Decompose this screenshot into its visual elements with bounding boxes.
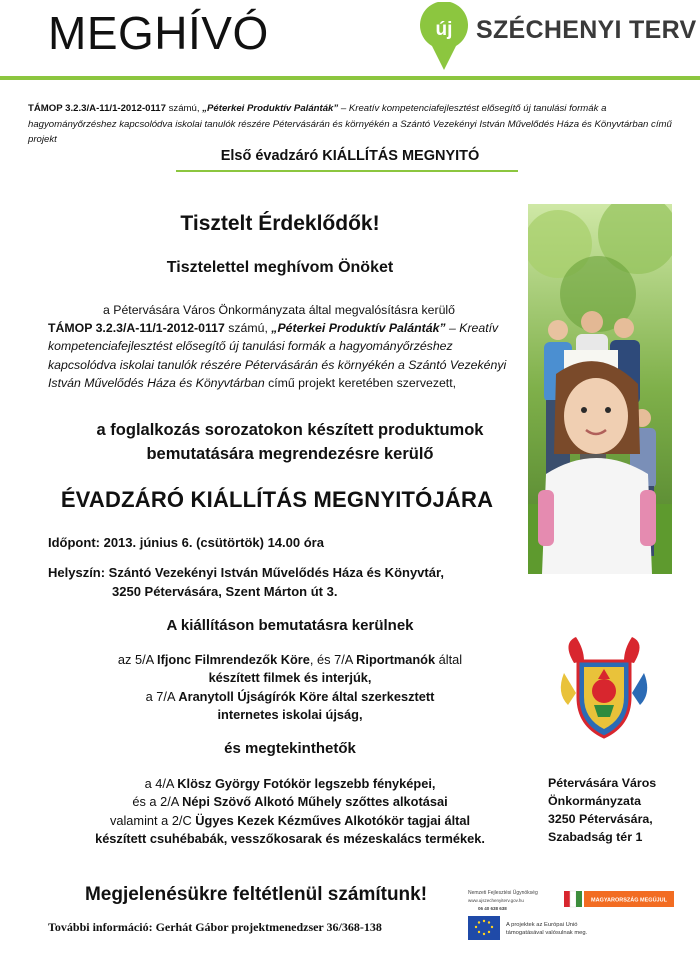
- project-code-suffix: számú,: [165, 103, 203, 114]
- eu-text-line-2: támogatásával valósulnak meg.: [506, 930, 588, 936]
- greeting: Tisztelt Érdeklődők!: [180, 212, 380, 235]
- body-intro: a Pétervására Város Önkormányzata által megvalósításra kerülő: [103, 303, 455, 317]
- presented-text: [20, 418, 560, 466]
- szechenyi-terv-logo-icon: [418, 2, 470, 72]
- municipality-line-1: Pétervására Város: [548, 776, 657, 790]
- exhibition-title: A kiállításon bemutatásra kerülnek: [166, 617, 414, 634]
- eu-funding-logos: [466, 886, 676, 944]
- event-time: Időpont: 2013. június 6. (csütörtök) 14.00 óra: [48, 535, 324, 550]
- event-subtitle: Első évadzáró KIÁLLÍTÁS MEGNYITÓ: [220, 148, 480, 164]
- eu-text-line-1: A projektek az Európai Unió: [506, 922, 578, 928]
- body-project-code: TÁMOP 3.2.3/A-11/1-2012-0117: [48, 321, 225, 336]
- main-title: ÉVADZÁRÓ KIÁLLÍTÁS MEGNYITÓJÁRA: [60, 487, 494, 512]
- project-name: „Péterkei Produktív Palánták”: [202, 103, 339, 114]
- list-item: valamint a 2/C Ügyes Kezek Kézműves Alkotókör tagjai által: [109, 812, 471, 828]
- municipality-address: [548, 774, 656, 846]
- body-ending: című projekt keretében szervezett,: [264, 375, 457, 390]
- list-item: készített csuhébabák, vesszőkosarak és mézeskalács termékek.: [95, 830, 485, 846]
- header-divider: [0, 76, 700, 80]
- municipality-line-3: 3250 Pétervására,: [548, 812, 653, 826]
- list-item: és a 2/A Népi Szövő Alkotó Műhely szőttes alkotásai: [132, 794, 448, 810]
- list-item: a 7/A Aranytoll Újságírók Köre által szerkesztett: [145, 688, 435, 704]
- project-description-text: – Kreatív kompetenciafejlesztést elősegítő új tanulási formák a hagyományőrzéshez kapcsolódva iskolai tanulók részére Pétervásárán és környékén a Szántó Vezekényi István Művelődés Háza és Könyvtárban című projekt: [28, 103, 672, 145]
- document-title: MEGHÍVÓ: [48, 7, 269, 59]
- list-item: a 4/A Klösz György Fotókör legszebb fényképei,: [144, 776, 436, 791]
- agency-name: Nemzeti Fejlesztési Ügynökség: [468, 890, 538, 896]
- municipality-line-4: Szabadság tér 1: [548, 830, 643, 844]
- exhibition-list: [20, 651, 560, 724]
- contact-info: További információ: Gerhát Gábor projektmenedzser 36/368-138: [48, 920, 382, 934]
- body-project-description: – Kreatív kompetenciafejlesztést elősegítő új tanulási formák a hagyományőrzéshez kapcsolódva iskolai tanulók részére Pétervásárán és környékén a Szántó Vezekényi István Művelődés Háza és Könyvtárban: [48, 321, 507, 390]
- viewable-title: és megtekinthetők: [224, 740, 356, 757]
- event-place-line-1: Helyszín: Szántó Vezekényi István Művelődés Háza és Könyvtár,: [48, 565, 444, 580]
- hungary-label: MAGYARORSZÁG MEGÚJUL: [591, 897, 667, 904]
- logo-text: SZÉCHENYI TERV: [476, 16, 697, 44]
- invitation-body: [48, 301, 510, 392]
- list-item: az 5/A Ifjonc Filmrendezők Köre, és 7/A Riportmanók által: [117, 652, 463, 667]
- event-place-line-2: 3250 Pétervására, Szent Márton út 3.: [112, 584, 338, 599]
- viewable-list: [20, 775, 560, 848]
- body-code-suffix: számú,: [224, 321, 272, 336]
- invitation-line: Tisztelettel meghívom Önöket: [166, 259, 394, 276]
- project-code: TÁMOP 3.2.3/A-11/1-2012-0117: [28, 103, 166, 114]
- agency-site: www.ujszechenyiterv.gov.hu: [468, 898, 524, 903]
- family-photo: [528, 204, 672, 574]
- coat-of-arms-icon: [554, 633, 654, 741]
- logo-badge-text: új: [435, 19, 453, 40]
- project-description: [28, 101, 676, 148]
- municipality-line-2: Önkormányzata: [548, 794, 641, 808]
- list-item: internetes iskolai újság,: [217, 706, 363, 722]
- presented-line-1: a foglalkozás sorozatokon készített produktumok: [96, 421, 484, 439]
- closing-line: Megjelenésükre feltétlenül számítunk!: [84, 884, 428, 905]
- presented-line-2: bemutatására megrendezésre kerülő: [146, 445, 434, 463]
- subtitle-divider: [176, 170, 518, 172]
- body-project-name: „Péterkei Produktív Palánták”: [271, 321, 446, 336]
- agency-phone: 06 40 638 638: [478, 906, 507, 911]
- list-item: készített filmek és interjúk,: [208, 670, 372, 686]
